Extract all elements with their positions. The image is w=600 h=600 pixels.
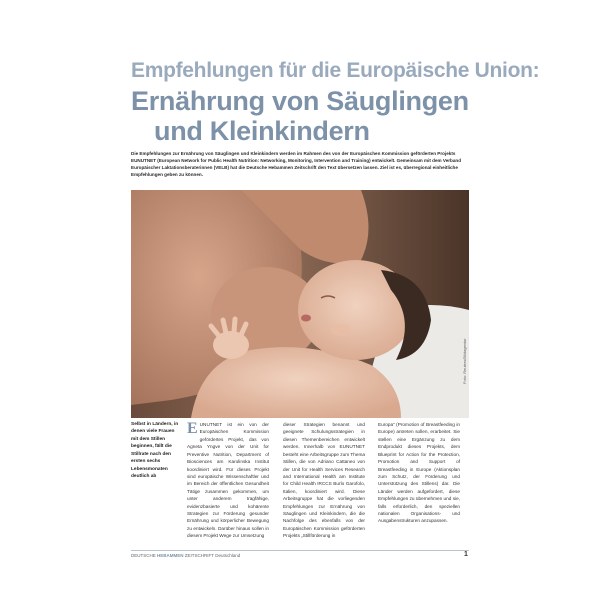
title-line-1: Ernährung von Säuglingen	[131, 86, 469, 116]
footer-rule	[131, 550, 469, 551]
body-column-2: dieser Strategien benannt und geeignete Schulungsstrategien in diesen Themenbereichen entwickelt werden. Innerhalb von EUNUTNET besteht eine Arbeitsgruppe zum Thema Stillen, die von Adriano Cattaneo von der Unit for Health Services Research and International Health am Institute for Child Health IRCCS Burlo Garofolo, Italien, koordiniert wird. Diese Arbeitsgruppe hat die vorliegenden Empfehlungen zur Ernährung von Säuglingen und Kleinkindern, die die Nachfolge des ebenfalls von der Europäischen Kommission geförderten Projekts „Stillförderung in	[283, 422, 365, 539]
body-column-1	[187, 421, 269, 540]
breastfeeding-photo-illustration	[131, 190, 469, 418]
drop-cap: E	[187, 420, 198, 437]
title-line-2: und Kleinkindern	[154, 116, 370, 147]
footer-masthead	[131, 553, 240, 558]
body-column-1-text: UNUTNET ist ein von der Europäischen Kommission gefördertes Projekt, das von Agneta Yngve von der Unit for Preventive Nutrition, Department of Biosciences am Karolinska Institut koordiniert wird. Für dieses Projekt sind europäische Wissenschaftler und im Bereich der öffentlichen Gesundheit Tätige zusammen gekommen, um unter anderem tragfähige, evidenzbasierte und kohärente Strategien zur Förderung gesunder Ernährung und körperlicher Bewegung zu entwickeln. Darüber hinaus sollen in diesem Projekt Wege zur Umsetzung	[187, 422, 269, 539]
article-kicker: Empfehlungen für die Europäische Union:	[131, 59, 540, 82]
photo-caption: Selbst in Ländern, in denen viele Frauen mit dem Stillen beginnen, fällt die Stillrate nach den ersten sechs Lebensmonaten deutlich ab	[131, 422, 179, 479]
photo-credit: Foto: Reuters/Bildagentur	[462, 338, 467, 384]
article-lead: Die Empfehlungen zur Ernährung von Säuglingen und Kleinkindern werden im Rahmen des von der Europäischen Kommission geförderten Projekts EUNUTNET (European Network for Public Health Nutrition: Networking, Monitoring, Intervention and Training) entwickelt. Gemeinsam mit dem Verband Europäischer Laktationsberaterinnen (VELB) hat die Deutsche Hebammen Zeitschrift den Text übersetzen lassen. Ziel ist es, überregional einheitliche Empfehlungen geben zu können.	[131, 151, 462, 178]
body-column-3: Europa“ (Promotion of Breastfeeding in Europe) antreten sollen, erarbeitet. Sie stellen eine Ergänzung zu dem Endprodukt dieses Projekts, dem Blueprint for Action for the Protection, Promotion and Support of Breastfeeding in Europe (Aktionsplan zum Schutz, der Förderung und Unterstützung des Stillens) dar. Die Länder werden aufgefordert, diese Empfehlungen zu übernehmen und sie, falls erforderlich, den speziellen nationalen Organisations- und Ausgabenstrukturen anzupassen.	[378, 422, 460, 524]
footer-brand: HEBAMMEN	[157, 553, 184, 558]
footer-suffix: ZEITSCHRIFT Deutschland	[184, 553, 241, 558]
article-title	[131, 86, 571, 146]
page-number: 1	[464, 551, 468, 558]
article-photo	[131, 190, 469, 418]
footer-prefix: DEUTSCHE	[131, 553, 156, 558]
